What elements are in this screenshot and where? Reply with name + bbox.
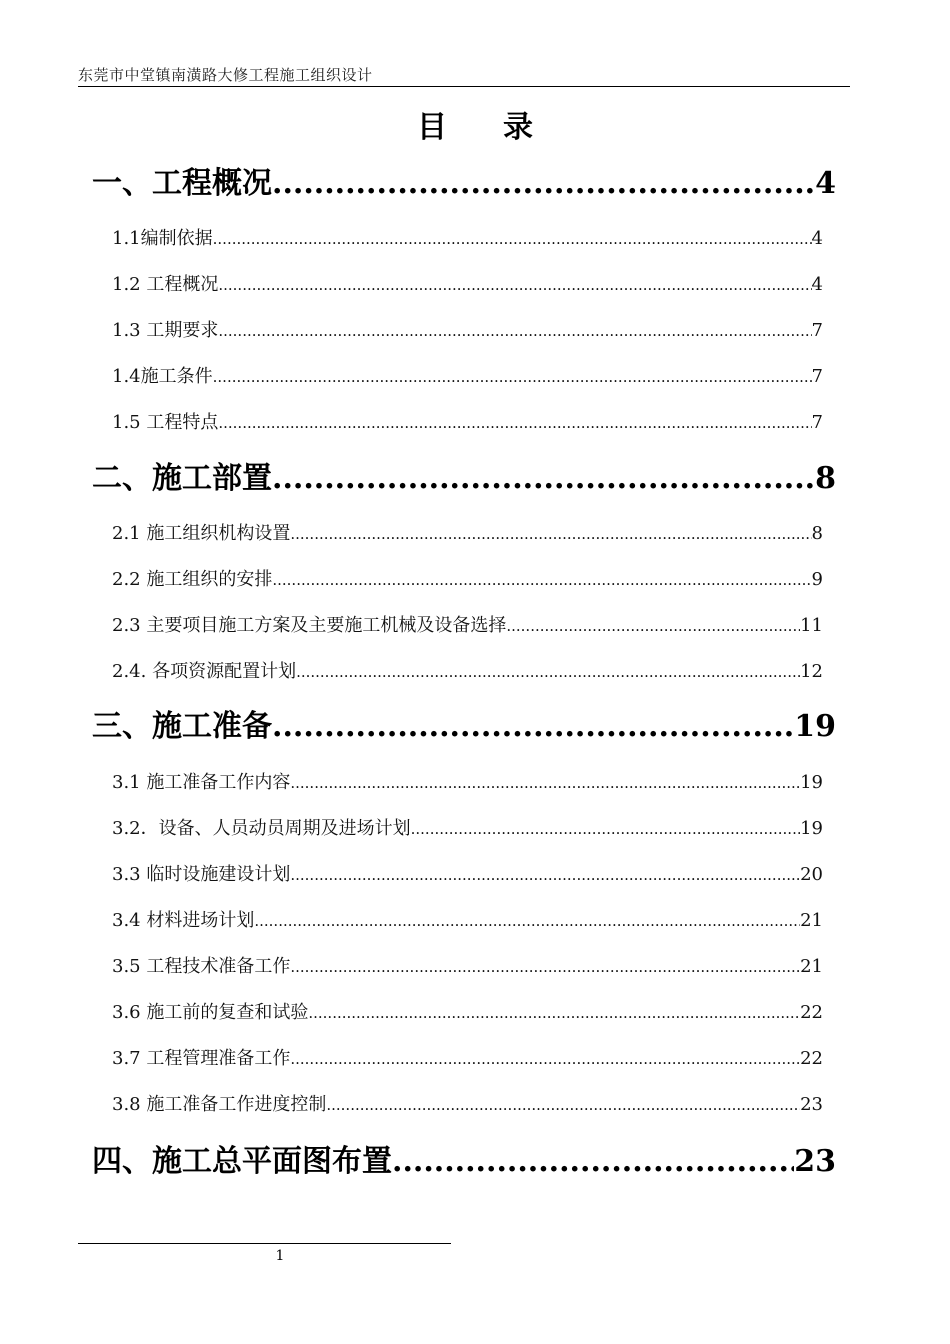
toc-section-2[interactable] xyxy=(92,457,836,501)
toc-page-number: 19 xyxy=(800,772,823,793)
toc-page-number: 21 xyxy=(800,956,823,977)
toc-section-label: 四、施工总平面图布置 xyxy=(92,1144,392,1179)
toc-entry-1-5[interactable] xyxy=(112,409,823,437)
dot-leader xyxy=(290,520,811,548)
toc-page-number: 9 xyxy=(811,569,823,590)
dot-leader xyxy=(218,271,811,299)
toc-entry-2-2[interactable] xyxy=(112,566,823,594)
toc-entry-label: 3.1 施工准备工作内容 xyxy=(112,772,291,793)
toc-section-4[interactable] xyxy=(92,1140,836,1184)
toc-page-number: 7 xyxy=(811,320,823,341)
toc-entry-3-7[interactable] xyxy=(112,1045,823,1073)
dot-leader xyxy=(272,705,794,749)
toc-title: 目录 xyxy=(417,110,589,145)
toc-page-number: 22 xyxy=(800,1048,823,1069)
toc-entry-3-4[interactable] xyxy=(112,907,823,935)
toc-page-number: 12 xyxy=(800,661,823,682)
running-header: 东莞市中堂镇南潢路大修工程施工组织设计 xyxy=(78,66,373,84)
toc-entry-2-3[interactable] xyxy=(112,612,823,640)
toc-entry-label: 3.6 施工前的复查和试验 xyxy=(112,1002,309,1023)
toc-entry-1-1[interactable] xyxy=(112,225,823,253)
toc-entry-label: 3.5 工程技术准备工作 xyxy=(112,956,291,977)
toc-section-label: 二、施工部置 xyxy=(92,461,272,496)
toc-section-1[interactable] xyxy=(92,162,836,206)
toc-entry-label: 3.8 施工准备工作进度控制 xyxy=(112,1094,327,1115)
toc-page-number: 8 xyxy=(811,523,823,544)
toc-entry-3-3[interactable] xyxy=(112,861,823,889)
toc-page-number: 23 xyxy=(794,1144,836,1179)
dot-leader xyxy=(218,409,811,437)
toc-page-number: 7 xyxy=(811,366,823,387)
toc-page-number: 4 xyxy=(815,166,836,201)
dot-leader xyxy=(272,162,815,206)
toc-page-number: 21 xyxy=(800,910,823,931)
toc-entry-label: 3.4 材料进场计划 xyxy=(112,910,255,931)
toc-entry-label: 1.5 工程特点 xyxy=(112,412,219,433)
footer-rule xyxy=(78,1243,451,1244)
toc-page-number: 20 xyxy=(800,864,823,885)
dot-leader xyxy=(290,953,800,981)
toc-entry-label: 1.2 工程概况 xyxy=(112,274,219,295)
dot-leader xyxy=(213,225,812,253)
toc-entry-label: 2.4. 各项资源配置计划 xyxy=(112,661,297,682)
dot-leader xyxy=(213,363,812,391)
toc-page-number: 8 xyxy=(815,461,836,496)
toc-section-label: 一、工程概况 xyxy=(92,166,272,201)
toc-page-number: 7 xyxy=(811,412,823,433)
dot-leader xyxy=(290,1045,800,1073)
toc-entry-label: 2.3 主要项目施工方案及主要施工机械及设备选择 xyxy=(112,615,507,636)
toc-entry-label: 3.3 临时设施建设计划 xyxy=(112,864,291,885)
dot-leader xyxy=(411,815,800,843)
toc-entry-3-6[interactable] xyxy=(112,999,823,1027)
dot-leader xyxy=(326,1091,800,1119)
toc-entry-label: 1.1编制依据 xyxy=(112,228,213,249)
toc-entry-2-1[interactable] xyxy=(112,520,823,548)
toc-entry-2-4[interactable] xyxy=(112,658,823,686)
toc-entry-3-8[interactable] xyxy=(112,1091,823,1119)
dot-leader xyxy=(392,1140,794,1184)
toc-entry-label: 2.2 施工组织的安排 xyxy=(112,569,273,590)
dot-leader xyxy=(254,907,800,935)
toc-page-number: 23 xyxy=(800,1094,823,1115)
dot-leader xyxy=(296,658,800,686)
page-number: 1 xyxy=(275,1248,285,1264)
toc-entry-3-5[interactable] xyxy=(112,953,823,981)
toc-entry-label: 1.4施工条件 xyxy=(112,366,213,387)
dot-leader xyxy=(506,612,800,640)
dot-leader xyxy=(290,769,800,797)
toc-entry-label: 3.2．设备、人员动员周期及进场计划 xyxy=(112,818,411,839)
toc-entry-label: 3.7 工程管理准备工作 xyxy=(112,1048,291,1069)
toc-page-number: 11 xyxy=(800,615,823,636)
toc-entry-label: 2.1 施工组织机构设置 xyxy=(112,523,291,544)
dot-leader xyxy=(218,317,811,345)
toc-entry-1-3[interactable] xyxy=(112,317,823,345)
dot-leader xyxy=(272,566,811,594)
dot-leader xyxy=(290,861,800,889)
toc-page-number: 22 xyxy=(800,1002,823,1023)
toc-entry-label: 1.3 工期要求 xyxy=(112,320,219,341)
toc-page-number: 4 xyxy=(811,274,823,295)
toc-section-3[interactable] xyxy=(92,705,836,749)
toc-page-number: 19 xyxy=(800,818,823,839)
toc-entry-3-1[interactable] xyxy=(112,769,823,797)
toc-entry-3-2[interactable] xyxy=(112,815,823,843)
toc-entry-1-4[interactable] xyxy=(112,363,823,391)
dot-leader xyxy=(272,457,815,501)
toc-section-label: 三、施工准备 xyxy=(92,709,272,744)
toc-page-number: 4 xyxy=(811,228,823,249)
dot-leader xyxy=(308,999,800,1027)
toc-page-number: 19 xyxy=(794,709,836,744)
toc-entry-1-2[interactable] xyxy=(112,271,823,299)
